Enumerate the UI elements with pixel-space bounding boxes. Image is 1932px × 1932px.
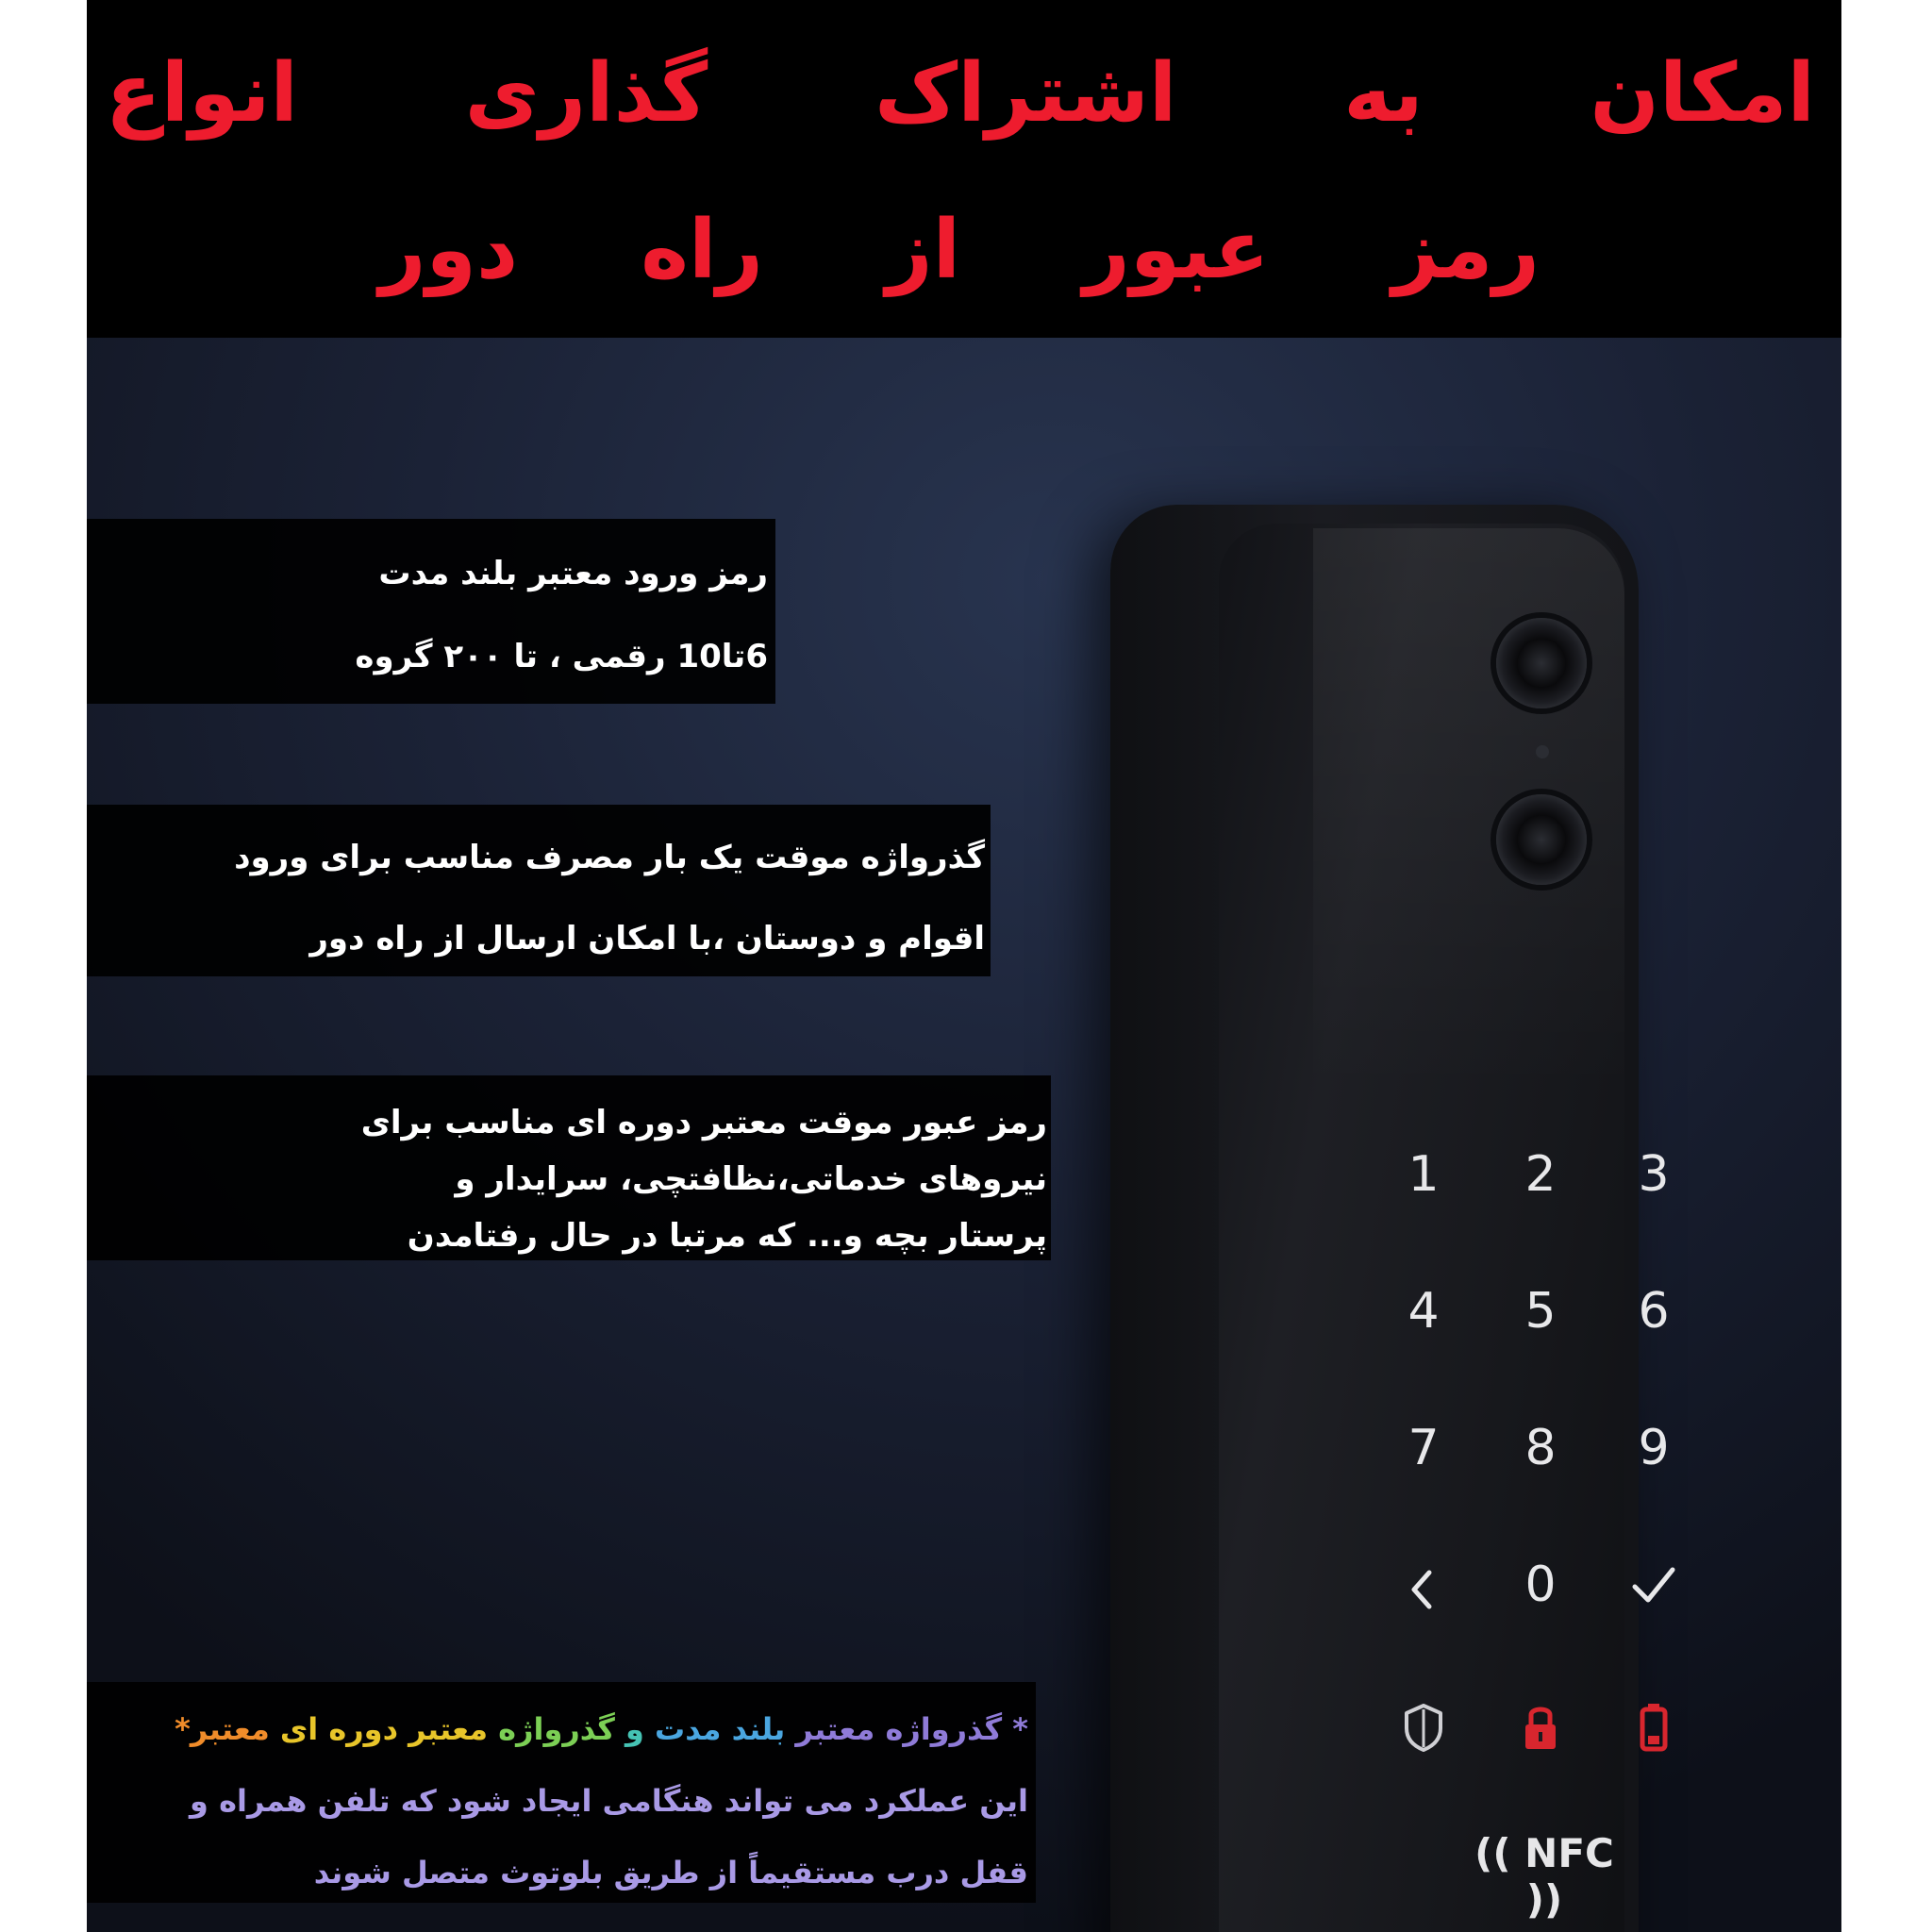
key-6[interactable]: 6 <box>1638 1283 1670 1340</box>
title-line-2: رمز عبور از راه دور <box>379 203 1540 297</box>
key-1[interactable]: 1 <box>1407 1146 1440 1203</box>
key-3[interactable]: 3 <box>1638 1146 1670 1203</box>
footnote-heading <box>87 1701 1028 1773</box>
info-line: نیروهای خدماتی،نظافتچی، سرایدار و <box>455 1160 1047 1198</box>
footnote-segment: گذرواژه <box>498 1711 615 1747</box>
info-box-periodic-password <box>87 1075 1051 1260</box>
checkmark-icon[interactable] <box>1625 1557 1682 1613</box>
info-box-long-term-password <box>87 519 775 704</box>
key-9[interactable]: 9 <box>1638 1420 1670 1476</box>
key-0[interactable]: 0 <box>1524 1557 1557 1613</box>
info-line: پرستار بچه و... که مرتبا در حال رفتامدن <box>407 1217 1047 1255</box>
info-line: رمز ورود معتبر بلند مدت <box>378 555 768 592</box>
lock-icon <box>1512 1698 1569 1755</box>
info-line: رمز عبور موقت معتبر دوره ای مناسب برای <box>360 1104 1047 1141</box>
key-4[interactable]: 4 <box>1407 1283 1440 1340</box>
key-7[interactable]: 7 <box>1407 1420 1440 1476</box>
footnote-segment: دوره ای <box>279 1711 398 1747</box>
key-5[interactable]: 5 <box>1524 1283 1557 1340</box>
footnote-segment: * گذرواژه <box>885 1711 1028 1747</box>
key-8[interactable]: 8 <box>1524 1420 1557 1476</box>
battery-icon <box>1625 1698 1682 1755</box>
nfc-label: (( NFC )) <box>1474 1830 1614 1923</box>
footnote-segment: معتبر* <box>175 1711 270 1747</box>
shield-icon <box>1395 1698 1452 1755</box>
title-banner <box>87 0 1841 338</box>
key-2[interactable]: 2 <box>1524 1146 1557 1203</box>
footnote-segment: معتبر <box>795 1711 875 1747</box>
footnote-line: این عملکرد می تواند هنگامی ایجاد شود که تلفن همراه و <box>190 1783 1028 1819</box>
footnote-segment: معتبر <box>408 1711 489 1747</box>
camera-lens-icon <box>1496 618 1587 708</box>
chevron-left-icon[interactable] <box>1395 1561 1452 1618</box>
footnote-box <box>87 1682 1036 1903</box>
footnote-segment: بلند مدت <box>655 1711 786 1747</box>
info-line: 6تا10 رقمی ، تا ۲۰۰ گروه <box>355 638 768 675</box>
info-line: گذرواژه موقت یک بار مصرف مناسب برای ورود <box>234 839 985 876</box>
info-line: اقوام و دوستان ،با امکان ارسال از راه دور <box>309 920 985 958</box>
footnote-line: قفل درب مستقیماً از طریق بلوتوث متصل شوند <box>313 1855 1028 1890</box>
poster-canvas <box>87 0 1841 1932</box>
info-box-one-time-password <box>87 805 991 976</box>
footnote-segment: و <box>625 1711 644 1747</box>
title-line-1: امکان به اشتراک گذاری انواع <box>106 46 1815 141</box>
camera-lens-icon <box>1496 794 1587 885</box>
sensor-dot-icon <box>1536 745 1549 758</box>
panel-gloss <box>1313 528 1624 1094</box>
